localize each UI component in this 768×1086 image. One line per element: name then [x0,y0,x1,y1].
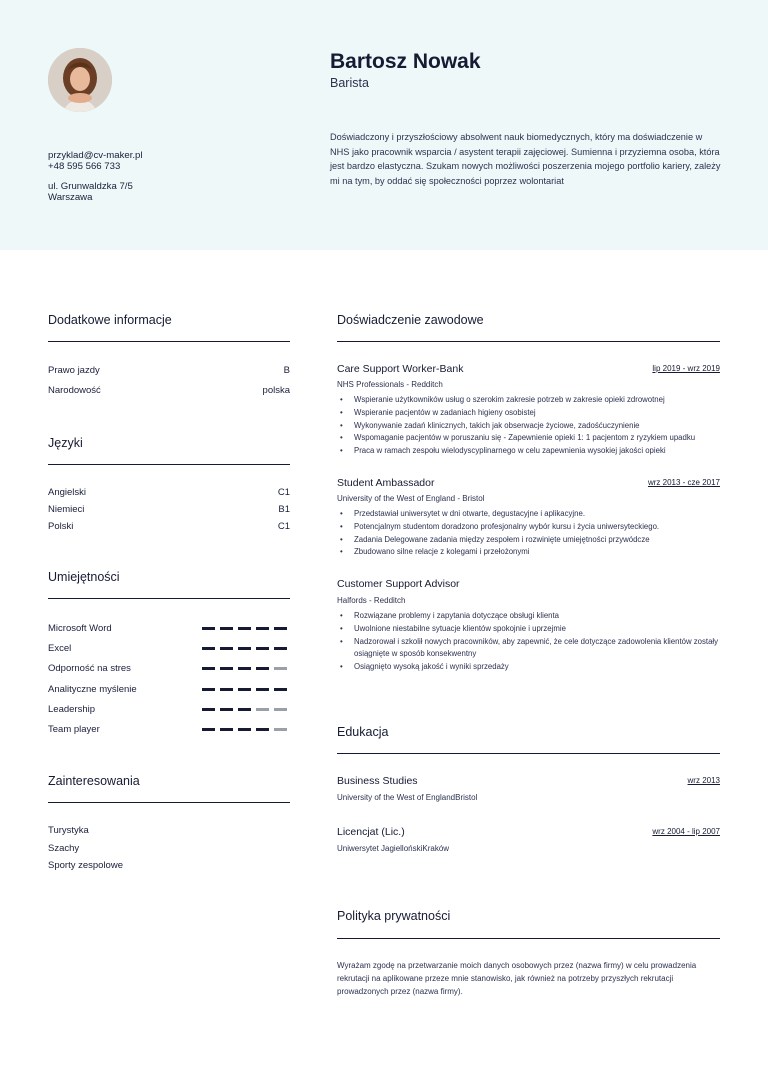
person-photo-icon [48,48,112,112]
info-label: Narodowość [48,385,101,396]
language-row [48,521,290,532]
duty-item: • Nadzorował i szkolił nowych pracowników, aby zapewnić, że cele dotyczące zadowolenia klientów zostały osiągnięte w sposób konsekwentny [337,636,721,662]
skill-row [48,663,290,674]
skill-level-dash [202,688,215,691]
info-value: B [283,365,290,376]
skill-row [48,684,290,695]
skill-level-dash [256,647,269,650]
skill-level-dash [238,728,251,731]
skill-level-dash [202,708,215,711]
skill-level-meter [202,688,287,691]
skill-row [48,724,290,735]
interest-item: Turystyka [48,825,89,836]
duty-item: • Potencjalnym studentom doradzono profesjonalny wybór kursu i życia uniwersyteckiego. [337,521,721,534]
duty-item: • Przedstawiał uniwersytet w dni otwarte, degustacyjne i aplikacyjne. [337,508,721,521]
skill-row [48,643,290,654]
skill-name: Excel [48,643,72,654]
skill-level-dash [274,688,287,691]
job-position: Customer Support Advisor [337,578,460,590]
skill-level-meter [202,627,287,630]
skill-level-dash [238,708,251,711]
divider [48,598,290,599]
duty-item: • Praca w ramach zespołu wielodyscyplinarnego w celu zapewnienia wysokiej jakości opieki [337,445,721,458]
city: Warszawa [48,192,93,203]
job-company: Halfords - Redditch [337,596,406,605]
skill-level-dash [220,708,233,711]
info-label: Prawo jazdy [48,365,100,376]
avatar [48,48,112,112]
street: ul. Grunwaldzka 7/5 [48,181,133,192]
additional-info-title: Dodatkowe informacje [48,313,172,327]
divider [337,341,720,342]
duty-item: • Osiągnięto wysoką jakość i wyniki sprzedaży [337,661,721,674]
duty-item: • Wykonywanie zadań klinicznych, takich jak obserwacje życiowe, zadośćuczynienie [337,420,721,433]
language-level: C1 [277,521,290,532]
interest-item: Szachy [48,843,80,854]
skill-level-dash [256,708,269,711]
divider [48,802,290,803]
skill-name: Team player [48,724,100,735]
skill-name: Analityczne myślenie [48,684,137,695]
job-dates: wrz 2013 - cze 2017 [647,478,720,487]
divider [337,938,720,939]
language-level: C1 [277,487,290,498]
skill-level-dash [202,728,215,731]
education-dates: wrz 2013 [687,776,720,785]
job-company: NHS Professionals - Redditch [337,380,443,389]
skill-level-dash [256,667,269,670]
education-degree: Licencjat (Lic.) [337,826,405,838]
skill-row [48,704,290,715]
skill-level-dash [220,728,233,731]
language-name: Angielski [48,487,87,498]
duty-item: • Wspomaganie pacjentów w poruszaniu się - Zapewnienie opieki 1: 1 pacjentom z ryzykiem upadku [337,432,721,445]
language-row [48,504,290,515]
skill-level-dash [256,688,269,691]
info-value: polska [262,385,290,396]
experience-title: Doświadczenie zawodowe [337,313,484,327]
skill-level-dash [238,667,251,670]
skill-name: Microsoft Word [48,623,112,634]
skill-level-dash [238,627,251,630]
skill-level-dash [220,647,233,650]
skill-level-meter [202,708,287,711]
interests-title: Zainteresowania [48,774,140,788]
duty-item: • Uwolnione niestabilne sytuacje klientów spokojnie i uprzejmie [337,623,721,636]
info-row [48,385,290,396]
language-name: Niemieci [48,504,85,515]
education-school: Uniwersytet JagiellońskiKraków [337,844,450,853]
skill-level-dash [274,728,287,731]
person-name: Bartosz Nowak [330,50,481,73]
email[interactable]: przyklad@cv-maker.pl [48,150,143,161]
job-duties [337,394,721,458]
interest-item: Sporty zespolowe [48,860,123,871]
phone[interactable]: +48 595 566 733 [48,161,121,172]
skill-name: Odporność na stres [48,663,131,674]
skill-level-meter [202,728,287,731]
skill-row [48,623,290,634]
profile-summary: Doświadczony i przyszłościowy absolwent nauk biomedycznych, który ma doświadczenie w NHS jako pracownik wsparcia / asystent terapii zajęciowej. Sumienna i przyziemna osoba, która jest bardzo elastyczna. Szukam nowych możliwości poszerzenia mojego portfolio kariery, zależy mi na tym, by oddać się społeczności poprzez wolontariat [330,132,721,186]
skill-level-dash [220,688,233,691]
education-school: University of the West of EnglandBristol [337,793,478,802]
language-name: Polski [48,521,74,532]
education-title: Edukacja [337,725,389,739]
divider [48,341,290,342]
info-row [48,365,290,376]
skill-level-dash [202,647,215,650]
skill-level-dash [274,667,287,670]
skill-level-dash [220,667,233,670]
duty-item: • Zbudowano silne relacje z kolegami i przełożonymi [337,546,721,559]
job-title: Barista [330,76,369,90]
languages-title: Języki [48,436,83,450]
skill-level-dash [274,647,287,650]
skill-level-dash [256,728,269,731]
skill-level-dash [256,627,269,630]
duty-item: • Wspieranie pacjentów w zadaniach higieny osobistej [337,407,721,420]
skill-level-meter [202,647,287,650]
job-duties [337,508,721,559]
header-band [0,0,768,250]
skill-name: Leadership [48,704,96,715]
job-position: Care Support Worker-Bank [337,363,464,375]
job-dates: lip 2019 - wrz 2019 [652,364,720,373]
duty-item: • Wspieranie użytkowników usług o szerokim zakresie potrzeb w zakresie opieki zdrowotnej [337,394,721,407]
privacy-title: Polityka prywatności [337,909,451,923]
language-level: B1 [278,504,290,515]
duty-item: • Rozwiązane problemy i zapytania dotyczące obsługi klienta [337,610,721,623]
skill-level-dash [202,667,215,670]
privacy-text: Wyrażam zgodę na przetwarzanie moich danych osobowych przez (nazwa firmy) w celu prowadzenia rekrutacji na aplikowane przeze mnie stanowisko, jak również na potrzeby przyszłych rekrutacji prowadzonych przez (nazwa firmy). [337,961,697,996]
skill-level-dash [220,627,233,630]
job-duties [337,610,721,674]
skill-level-dash [274,627,287,630]
divider [337,753,720,754]
education-dates: wrz 2004 - lip 2007 [652,827,720,836]
job-company: University of the West of England - Bristol [337,494,485,503]
skill-level-dash [238,688,251,691]
skill-level-dash [274,708,287,711]
skill-level-dash [202,627,215,630]
skill-level-dash [238,647,251,650]
skills-title: Umiejętności [48,570,120,584]
language-row [48,487,290,498]
divider [48,464,290,465]
skill-level-meter [202,667,287,670]
education-degree: Business Studies [337,775,418,787]
duty-item: • Zadania Delegowane zadania między zespołem i rozwinięte umiejętności przywódcze [337,534,721,547]
job-position: Student Ambassador [337,477,435,489]
